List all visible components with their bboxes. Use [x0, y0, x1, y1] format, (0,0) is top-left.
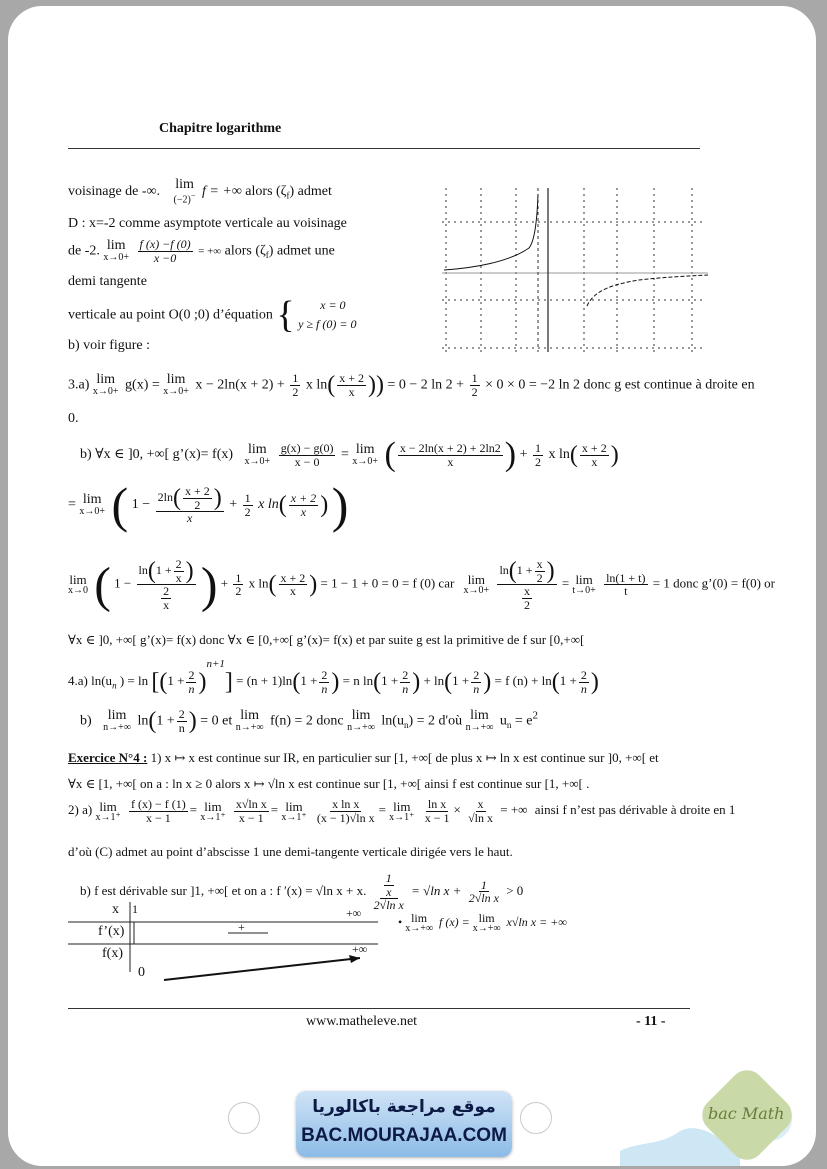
ex4-line2: ∀x ∈ [1, +∞[ on a : ln x ≥ 0 alors x ↦ √ln x est continue sur [1, +∞[ ainsi f est continue sur [1, +∞[ .	[68, 776, 590, 791]
q3b-line: b) ∀x ∈ ]0, +∞[ g’(x)= f(x) lim x→0+ $\frac{g(x) - g(0)}{x - 0}$ = lim x→0+ ( $\frac{x - 2\ln(x + 2) + 2\ln 2}{x}$ ) + $\frac{1}{2}$ x ln( $\frac{x + 2}{x}$ )	[80, 436, 619, 473]
curve-left	[444, 194, 538, 270]
bac-math-logo-text: bac Math	[708, 1104, 785, 1123]
footer-page-number: - 11 -	[636, 1014, 666, 1029]
seal-right-icon	[520, 1102, 552, 1134]
sec1-line1: voisinage de -∞. lim (−2)− f = +∞ alors $(\zeta_f)$ admet	[68, 177, 332, 206]
table-x-label: x	[112, 902, 119, 917]
q3a-line: 3.a) lim x→0+ g(x) = lim x→0+ x − 2ln(x + 2) + $\frac{1}{2}$ x ln( $\frac{x + 2}{x}$ )) = 0 − 2 ln 2 + $\frac{1}{2}$ × 0 × 0 = −2 ln 2 donc g est continue à droite en	[68, 371, 755, 399]
table-f-label: f(x)	[102, 946, 123, 961]
sec1-line2: D : x=-2 comme asymptote verticale au voisinage	[68, 216, 347, 231]
page	[8, 6, 816, 1166]
table-sign: +	[238, 920, 245, 934]
sec1-line5: verticale au point O(0 ;0) d’équation { x = 0 y ≥ f (0) = 0	[68, 294, 357, 337]
q2b-line: b) f est dérivable sur ]1, +∞[ et on a : f ′(x) = √ln x + x. $\frac{\frac{1}{x}}{\text{2√ln x}}$ = √ln x + $\frac{1}{\text{2√ln x}}$ > 0	[80, 871, 524, 913]
table-f-start: 0	[138, 965, 145, 980]
table-x-start: 1	[132, 902, 138, 916]
q3b-line3: lim x→0 ( 1 − ln(1 + $\frac{2}{x}$ ) $\frac{2}{x}$ ) + $\frac{1}{2}$ x ln( $\frac{x + 2}{x}$ ) = 1 − 1 + 0 = 0 = f (0) car lim x→0+ ln(1 + $\frac{x}{2}$ ) $\frac{x}{2}$ = lim t→0+ $\frac{\ln(1 + t)}{t}$ = 1 donc g’(0) = f(0) or	[68, 556, 776, 613]
sec1-line4: demi tangente	[68, 274, 147, 289]
bac-mourajaa-banner[interactable]	[296, 1091, 512, 1157]
table-lines	[68, 902, 398, 986]
banner-arabic: موقع مراجعة باكالوريا	[312, 1097, 496, 1117]
table-fprime-label: f’(x)	[98, 924, 125, 939]
q4b-line: b) lim n→+∞ ln(1 + $\frac{2}{n}$ ) = 0 et lim n→+∞ f(n) = 2 donc lim n→+∞ $\ln(u_n) = 2$ d'où lim n→+∞ $u_n = e^2$	[80, 707, 538, 735]
footer-rule	[68, 1008, 690, 1009]
header-rule	[68, 148, 700, 149]
chapter-title: Chapitre logarithme	[159, 121, 282, 136]
footer-site[interactable]: www.matheleve.net	[306, 1014, 418, 1029]
seal-left-icon	[228, 1102, 260, 1134]
curve-right	[587, 275, 708, 306]
banner-domain: BAC.MOURAJAA.COM	[301, 1125, 507, 1146]
ex4-title: Exercice N°4 :	[68, 750, 148, 765]
q3c-line: ∀x ∈ ]0, +∞[ g’(x)= f(x) donc ∀x ∈ [0,+∞[ g’(x)= f(x) et par suite g est la primitive de f sur [0,+∞[	[68, 632, 585, 647]
table-x-end: +∞	[346, 906, 362, 920]
q2b-limit: • lim x→+∞ f (x) = lim x→+∞ x√ln x = +∞	[398, 911, 567, 934]
table-arrow	[164, 958, 360, 980]
function-graph	[434, 184, 710, 354]
sec1-line3: de -2. lim x→0+ $\frac{f (x) -f (0)}{x -0}$ = +∞ alors $(\zeta_f)$ admet une	[68, 237, 335, 265]
ex4-q2a: 2) a) lim x→1⁺ $\frac{f (x) - f (1)}{x - 1}$ = lim x→1⁺ $\frac{\text{x√ln x}}{x - 1}$ = lim x→1⁺ $\frac{\text{x ln x}}{\text{(x − 1)√ln x}}$ = lim x→1⁺ $\frac{\text{ln x}}{x - 1}$ × $\frac{x}{\text{√ln x}}$ = +∞ ainsi f n’est pas dérivable à droite en 1	[68, 797, 736, 825]
q3a-line2: 0.	[68, 411, 79, 426]
q3b-line2: = lim x→0+ ( 1 − 2ln( $\frac{x + 2}{2}$ ) x + $\frac{1}{2}$ x ln( $\frac{x + 2}{x}$ ) )	[68, 477, 349, 533]
ex4-line1: Exercice N°4 : 1) x ↦ x est continue sur IR, en particulier sur [1, +∞[ de plus x ↦ ln x est continue sur ]0, +∞[ et	[68, 750, 659, 765]
q4a-line: 4.a) $\ln(u_n$ ) = ln [(1 + $\frac{2}{n}$ )$^{n+1}$] = (n + 1)ln(1 + $\frac{2}{n}$ ) = n ln(1 + $\frac{2}{n}$ ) + ln(1 + $\frac{2}{n}$ ) = f (n) + ln(1 + $\frac{2}{n}$ )	[68, 658, 599, 696]
sec1-line6: b) voir figure :	[68, 338, 151, 353]
ex4-line4: d’où (C) admet au point d’abscisse 1 une demi-tangente verticale dirigée vers le haut.	[68, 844, 513, 859]
table-f-end: +∞	[352, 942, 368, 956]
